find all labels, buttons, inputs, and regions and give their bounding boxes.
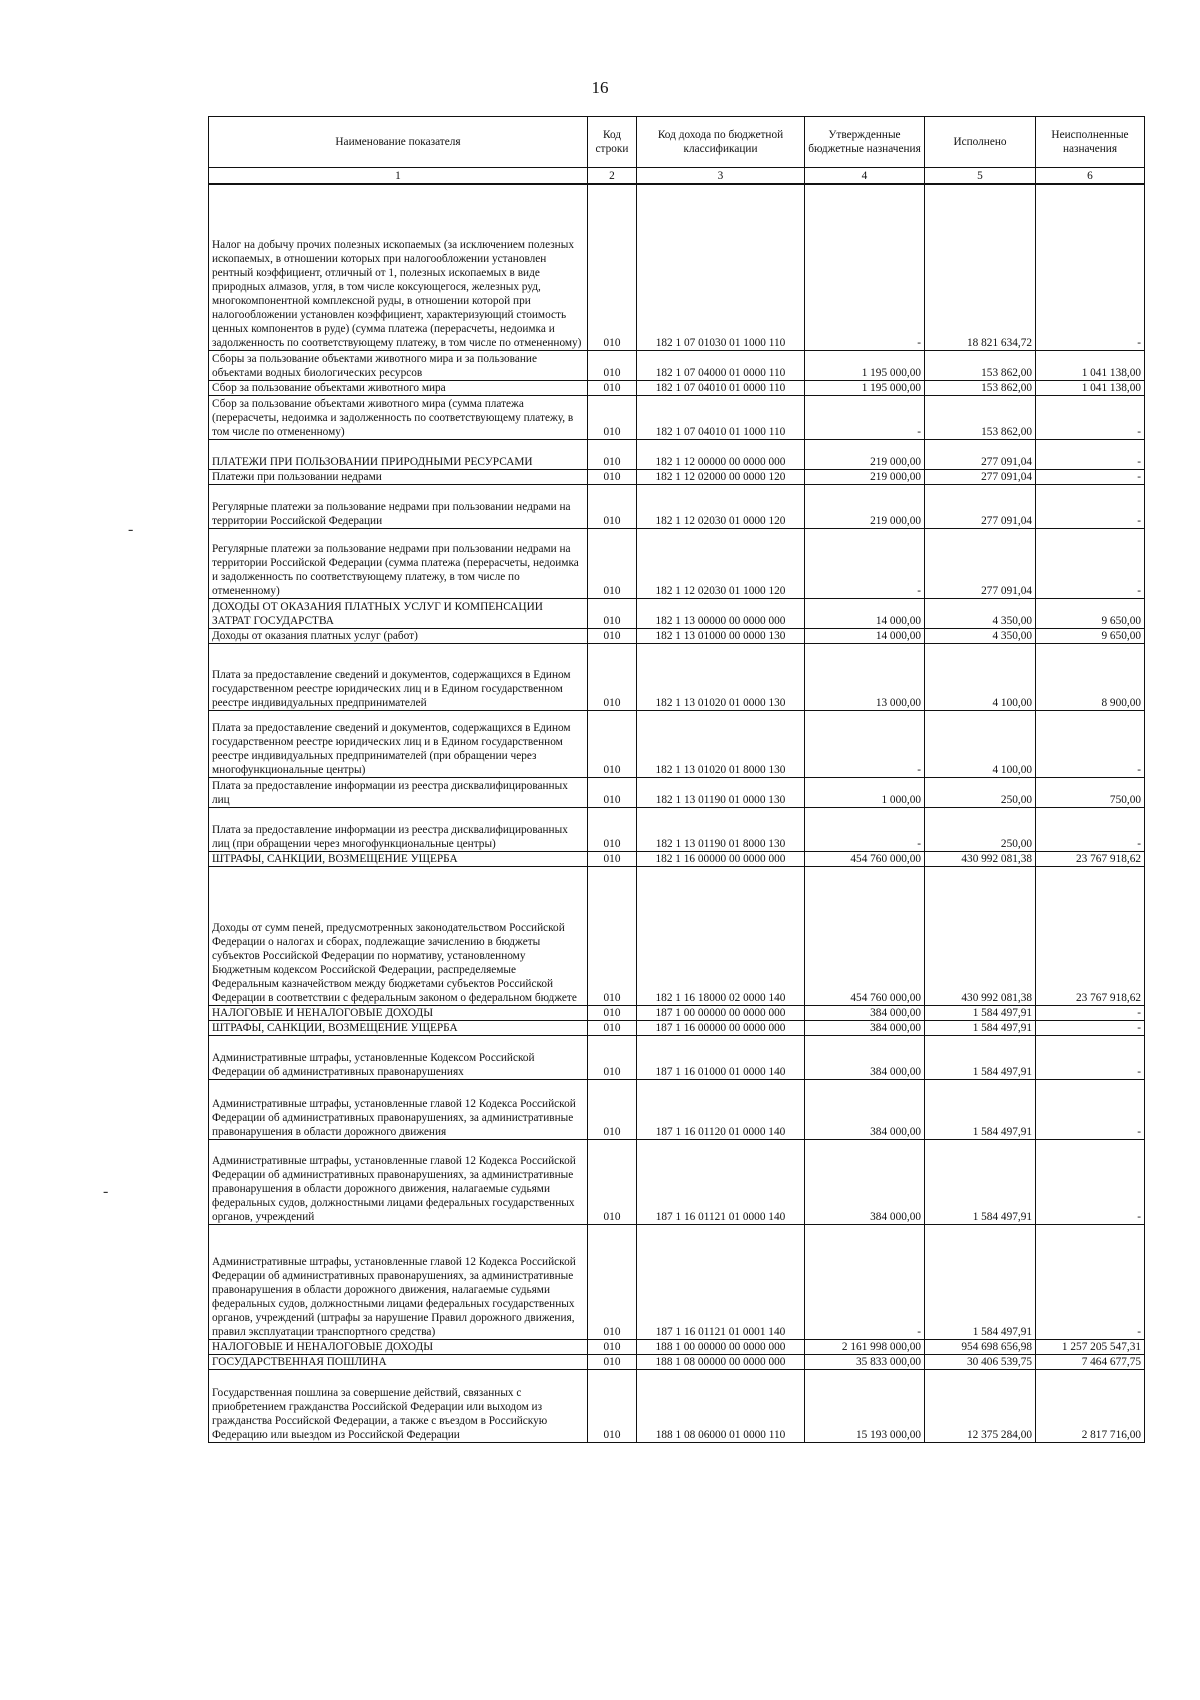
- row-approved-cell: 454 760 000,00: [805, 866, 925, 1005]
- row-name-cell: Сборы за пользование объектами животного мира и за пользование объектами водных биологических ресурсов: [209, 350, 588, 380]
- row-name-cell: НАЛОГОВЫЕ И НЕНАЛОГОВЫЕ ДОХОДЫ: [209, 1005, 588, 1020]
- row-name-cell: Налог на добычу прочих полезных ископаемых (за исключением полезных ископаемых, в отношении которых при налогообложении установлен рентный коэффициент, отличный от 1, полезных ископаемых в виде природных алмазов, угля, в том числе коксующегося, железных руд, многокомпонентной комплексной руды, в отношении которой при налогообложении установлен коэффициент, характеризующий стоимость ценных компонентов в руде) (сумма платежа (перерасчеты, недоимка и задолженность по соответствующему платежу, в том числе по отмененному): [209, 184, 588, 350]
- column-number-row: [209, 168, 1145, 185]
- row-kbk-cell: 182 1 13 00000 00 0000 000: [637, 598, 805, 628]
- row-executed-cell: 1 584 497,91: [925, 1005, 1036, 1020]
- row-code-cell: 010: [588, 851, 637, 866]
- row-unexecuted-cell: -: [1036, 1139, 1145, 1224]
- row-name-cell: Административные штрафы, установленные главой 12 Кодекса Российской Федерации об административных правонарушениях, за административные правонарушения в области дорожного движения: [209, 1079, 588, 1139]
- row-executed-cell: 12 375 284,00: [925, 1369, 1036, 1442]
- row-kbk-cell: 182 1 12 02030 01 0000 120: [637, 484, 805, 528]
- row-approved-cell: 1 195 000,00: [805, 350, 925, 380]
- row-name-cell: Плата за предоставление сведений и документов, содержащихся в Едином государственном реестре юридических лиц и в Едином государственном реестре индивидуальных предпринимателей: [209, 643, 588, 710]
- row-executed-cell: 954 698 656,98: [925, 1339, 1036, 1354]
- row-code-cell: 010: [588, 469, 637, 484]
- table-row: [209, 1035, 1145, 1079]
- table-row: [209, 851, 1145, 866]
- row-name-cell: Доходы от оказания платных услуг (работ): [209, 628, 588, 643]
- row-approved-cell: -: [805, 710, 925, 777]
- row-approved-cell: 14 000,00: [805, 628, 925, 643]
- table-row: [209, 807, 1145, 851]
- row-executed-cell: 1 584 497,91: [925, 1020, 1036, 1035]
- row-unexecuted-cell: -: [1036, 1005, 1145, 1020]
- row-code-cell: 010: [588, 184, 637, 350]
- row-kbk-cell: 182 1 12 02000 00 0000 120: [637, 469, 805, 484]
- revenue-table: [208, 116, 1145, 1443]
- table-row: [209, 628, 1145, 643]
- row-name-cell: Административные штрафы, установленные главой 12 Кодекса Российской Федерации об административных правонарушениях, за административные правонарушения в области дорожного движения, налагаемые судьями федеральных судов, должностными лицами федеральных государственных органов, учреждений (штрафы за нарушение Правил дорожного движения, правил эксплуатации транспортного средства): [209, 1224, 588, 1339]
- row-kbk-cell: 182 1 07 01030 01 1000 110: [637, 184, 805, 350]
- row-kbk-cell: 187 1 16 01000 01 0000 140: [637, 1035, 805, 1079]
- row-name-cell: Регулярные платежи за пользование недрами при пользовании недрами на территории Российской Федерации (сумма платежа (перерасчеты, недоимка и задолженность по соответствующему платежу, в том числе по отмененному): [209, 528, 588, 598]
- row-name-cell: Административные штрафы, установленные Кодексом Российской Федерации об административных правонарушениях: [209, 1035, 588, 1079]
- row-executed-cell: 277 091,04: [925, 439, 1036, 469]
- row-code-cell: 010: [588, 643, 637, 710]
- row-approved-cell: 14 000,00: [805, 598, 925, 628]
- row-unexecuted-cell: -: [1036, 439, 1145, 469]
- row-code-cell: 010: [588, 1369, 637, 1442]
- row-unexecuted-cell: -: [1036, 484, 1145, 528]
- row-code-cell: 010: [588, 395, 637, 439]
- table-header-row: [209, 117, 1145, 168]
- table-row: [209, 777, 1145, 807]
- row-name-cell: Плата за предоставление информации из реестра дисквалифицированных лиц (при обращении через многофункциональные центры): [209, 807, 588, 851]
- row-kbk-cell: 188 1 00 00000 00 0000 000: [637, 1339, 805, 1354]
- row-name-cell: Административные штрафы, установленные главой 12 Кодекса Российской Федерации об административных правонарушениях, за административные правонарушения в области дорожного движения, налагаемые судьями федеральных судов, должностными лицами федеральных государственных органов, учреждений: [209, 1139, 588, 1224]
- margin-mark: -: [128, 521, 134, 538]
- column-header: Исполнено: [925, 117, 1036, 168]
- table-row: [209, 1020, 1145, 1035]
- row-approved-cell: 13 000,00: [805, 643, 925, 710]
- row-approved-cell: -: [805, 807, 925, 851]
- row-unexecuted-cell: -: [1036, 528, 1145, 598]
- row-kbk-cell: 187 1 16 00000 00 0000 000: [637, 1020, 805, 1035]
- row-unexecuted-cell: 1 257 205 547,31: [1036, 1339, 1145, 1354]
- row-unexecuted-cell: 23 767 918,62: [1036, 851, 1145, 866]
- row-executed-cell: 1 584 497,91: [925, 1035, 1036, 1079]
- row-unexecuted-cell: -: [1036, 395, 1145, 439]
- row-code-cell: 010: [588, 1020, 637, 1035]
- row-approved-cell: 384 000,00: [805, 1035, 925, 1079]
- row-name-cell: ДОХОДЫ ОТ ОКАЗАНИЯ ПЛАТНЫХ УСЛУГ И КОМПЕНСАЦИИ ЗАТРАТ ГОСУДАРСТВА: [209, 598, 588, 628]
- row-executed-cell: 250,00: [925, 807, 1036, 851]
- row-approved-cell: 219 000,00: [805, 484, 925, 528]
- row-code-cell: 010: [588, 1224, 637, 1339]
- row-unexecuted-cell: -: [1036, 1035, 1145, 1079]
- row-kbk-cell: 182 1 12 02030 01 1000 120: [637, 528, 805, 598]
- row-kbk-cell: 182 1 13 01000 00 0000 130: [637, 628, 805, 643]
- row-executed-cell: 4 100,00: [925, 643, 1036, 710]
- row-unexecuted-cell: 9 650,00: [1036, 628, 1145, 643]
- row-kbk-cell: 188 1 08 00000 00 0000 000: [637, 1354, 805, 1369]
- table-row: [209, 598, 1145, 628]
- row-code-cell: 010: [588, 710, 637, 777]
- row-name-cell: Сбор за пользование объектами животного мира (сумма платежа (перерасчеты, недоимка и задолженность по соответствующему платежу, в том числе по отмененному): [209, 395, 588, 439]
- row-unexecuted-cell: 2 817 716,00: [1036, 1369, 1145, 1442]
- row-executed-cell: 430 992 081,38: [925, 866, 1036, 1005]
- column-header: Код строки: [588, 117, 637, 168]
- row-kbk-cell: 182 1 07 04010 01 0000 110: [637, 380, 805, 395]
- table-row: [209, 469, 1145, 484]
- table-row: [209, 866, 1145, 1005]
- row-unexecuted-cell: -: [1036, 807, 1145, 851]
- row-unexecuted-cell: 1 041 138,00: [1036, 380, 1145, 395]
- row-name-cell: Сбор за пользование объектами животного мира: [209, 380, 588, 395]
- row-approved-cell: 1 195 000,00: [805, 380, 925, 395]
- table-row: [209, 184, 1145, 350]
- row-code-cell: 010: [588, 1035, 637, 1079]
- table-row: [209, 528, 1145, 598]
- row-unexecuted-cell: -: [1036, 469, 1145, 484]
- row-code-cell: 010: [588, 866, 637, 1005]
- row-kbk-cell: 182 1 13 01190 01 0000 130: [637, 777, 805, 807]
- row-kbk-cell: 187 1 16 01121 01 0001 140: [637, 1224, 805, 1339]
- row-executed-cell: 153 862,00: [925, 395, 1036, 439]
- row-name-cell: ПЛАТЕЖИ ПРИ ПОЛЬЗОВАНИИ ПРИРОДНЫМИ РЕСУРСАМИ: [209, 439, 588, 469]
- row-kbk-cell: 187 1 16 01121 01 0000 140: [637, 1139, 805, 1224]
- table-row: [209, 1339, 1145, 1354]
- row-kbk-cell: 187 1 00 00000 00 0000 000: [637, 1005, 805, 1020]
- table-row: [209, 439, 1145, 469]
- row-approved-cell: 1 000,00: [805, 777, 925, 807]
- row-kbk-cell: 182 1 07 04010 01 1000 110: [637, 395, 805, 439]
- row-executed-cell: 277 091,04: [925, 484, 1036, 528]
- row-approved-cell: 2 161 998 000,00: [805, 1339, 925, 1354]
- table-row: [209, 380, 1145, 395]
- column-header: Утвержденные бюджетные назначения: [805, 117, 925, 168]
- row-approved-cell: -: [805, 184, 925, 350]
- row-approved-cell: 384 000,00: [805, 1005, 925, 1020]
- table-row: [209, 1369, 1145, 1442]
- row-executed-cell: 4 100,00: [925, 710, 1036, 777]
- row-kbk-cell: 187 1 16 01120 01 0000 140: [637, 1079, 805, 1139]
- row-approved-cell: 384 000,00: [805, 1139, 925, 1224]
- column-header: Наименование показателя: [209, 117, 588, 168]
- row-name-cell: Государственная пошлина за совершение действий, связанных с приобретением гражданства Российской Федерации или выходом из гражданства Российской Федерации, а также с въездом в Российскую Федерацию или выездом из Российской Федерации: [209, 1369, 588, 1442]
- row-name-cell: Плата за предоставление информации из реестра дисквалифицированных лиц: [209, 777, 588, 807]
- row-code-cell: 010: [588, 350, 637, 380]
- row-code-cell: 010: [588, 439, 637, 469]
- row-code-cell: 010: [588, 1139, 637, 1224]
- row-executed-cell: 4 350,00: [925, 598, 1036, 628]
- row-unexecuted-cell: -: [1036, 184, 1145, 350]
- row-approved-cell: 384 000,00: [805, 1020, 925, 1035]
- row-code-cell: 010: [588, 1079, 637, 1139]
- row-approved-cell: 219 000,00: [805, 469, 925, 484]
- row-name-cell: Доходы от сумм пеней, предусмотренных законодательством Российской Федерации о налогах и сборах, подлежащие зачислению в бюджеты субъектов Российской Федерации по нормативу, установленному Бюджетным кодексом Российской Федерации, распределяемые Федеральным казначейством между бюджетами субъектов Российской Федерации в соответствии с федеральным законом о федеральном бюджете: [209, 866, 588, 1005]
- row-code-cell: 010: [588, 598, 637, 628]
- row-name-cell: ШТРАФЫ, САНКЦИИ, ВОЗМЕЩЕНИЕ УЩЕРБА: [209, 1020, 588, 1035]
- table-row: [209, 350, 1145, 380]
- row-name-cell: Плата за предоставление сведений и документов, содержащихся в Едином государственном реестре юридических лиц и в Едином государственном реестре индивидуальных предпринимателей (при обращении через многофункциональные центры): [209, 710, 588, 777]
- row-unexecuted-cell: -: [1036, 710, 1145, 777]
- row-executed-cell: 153 862,00: [925, 350, 1036, 380]
- row-approved-cell: 15 193 000,00: [805, 1369, 925, 1442]
- table-row: [209, 710, 1145, 777]
- table-row: [209, 1224, 1145, 1339]
- table-row: [209, 643, 1145, 710]
- row-executed-cell: 277 091,04: [925, 469, 1036, 484]
- row-unexecuted-cell: -: [1036, 1224, 1145, 1339]
- margin-mark: -: [103, 1183, 109, 1200]
- row-code-cell: 010: [588, 484, 637, 528]
- row-kbk-cell: 182 1 07 04000 01 0000 110: [637, 350, 805, 380]
- row-name-cell: НАЛОГОВЫЕ И НЕНАЛОГОВЫЕ ДОХОДЫ: [209, 1339, 588, 1354]
- table-row: [209, 395, 1145, 439]
- row-unexecuted-cell: 8 900,00: [1036, 643, 1145, 710]
- row-approved-cell: -: [805, 1224, 925, 1339]
- table-row: [209, 1354, 1145, 1369]
- row-unexecuted-cell: -: [1036, 1079, 1145, 1139]
- table-row: [209, 1005, 1145, 1020]
- row-executed-cell: 30 406 539,75: [925, 1354, 1036, 1369]
- row-executed-cell: 4 350,00: [925, 628, 1036, 643]
- column-number: 4: [805, 168, 925, 185]
- row-name-cell: Платежи при пользовании недрами: [209, 469, 588, 484]
- row-code-cell: 010: [588, 380, 637, 395]
- row-executed-cell: 277 091,04: [925, 528, 1036, 598]
- table-row: [209, 484, 1145, 528]
- row-kbk-cell: 182 1 13 01190 01 8000 130: [637, 807, 805, 851]
- row-kbk-cell: 188 1 08 06000 01 0000 110: [637, 1369, 805, 1442]
- column-number: 2: [588, 168, 637, 185]
- table-body: [209, 184, 1145, 1442]
- row-code-cell: 010: [588, 777, 637, 807]
- column-header: Код дохода по бюджетной классификации: [637, 117, 805, 168]
- row-executed-cell: 1 584 497,91: [925, 1079, 1036, 1139]
- row-executed-cell: 1 584 497,91: [925, 1139, 1036, 1224]
- column-number: 6: [1036, 168, 1145, 185]
- row-kbk-cell: 182 1 12 00000 00 0000 000: [637, 439, 805, 469]
- column-number: 3: [637, 168, 805, 185]
- row-approved-cell: 35 833 000,00: [805, 1354, 925, 1369]
- row-executed-cell: 18 821 634,72: [925, 184, 1036, 350]
- table-row: [209, 1139, 1145, 1224]
- page-number: 16: [591, 78, 609, 97]
- row-approved-cell: -: [805, 395, 925, 439]
- row-unexecuted-cell: 23 767 918,62: [1036, 866, 1145, 1005]
- row-executed-cell: 153 862,00: [925, 380, 1036, 395]
- row-code-cell: 010: [588, 628, 637, 643]
- row-kbk-cell: 182 1 16 18000 02 0000 140: [637, 866, 805, 1005]
- row-executed-cell: 1 584 497,91: [925, 1224, 1036, 1339]
- row-code-cell: 010: [588, 1354, 637, 1369]
- column-number: 1: [209, 168, 588, 185]
- column-header: Неисполненные назначения: [1036, 117, 1145, 168]
- row-unexecuted-cell: -: [1036, 1020, 1145, 1035]
- row-kbk-cell: 182 1 13 01020 01 0000 130: [637, 643, 805, 710]
- row-unexecuted-cell: 1 041 138,00: [1036, 350, 1145, 380]
- row-code-cell: 010: [588, 1339, 637, 1354]
- row-name-cell: Регулярные платежи за пользование недрами при пользовании недрами на территории Российской Федерации: [209, 484, 588, 528]
- row-code-cell: 010: [588, 528, 637, 598]
- row-kbk-cell: 182 1 13 01020 01 8000 130: [637, 710, 805, 777]
- row-unexecuted-cell: 9 650,00: [1036, 598, 1145, 628]
- row-executed-cell: 250,00: [925, 777, 1036, 807]
- column-number: 5: [925, 168, 1036, 185]
- row-code-cell: 010: [588, 807, 637, 851]
- row-approved-cell: 219 000,00: [805, 439, 925, 469]
- row-approved-cell: 384 000,00: [805, 1079, 925, 1139]
- row-unexecuted-cell: 7 464 677,75: [1036, 1354, 1145, 1369]
- row-approved-cell: 454 760 000,00: [805, 851, 925, 866]
- row-name-cell: ШТРАФЫ, САНКЦИИ, ВОЗМЕЩЕНИЕ УЩЕРБА: [209, 851, 588, 866]
- row-name-cell: ГОСУДАРСТВЕННАЯ ПОШЛИНА: [209, 1354, 588, 1369]
- table-row: [209, 1079, 1145, 1139]
- row-unexecuted-cell: 750,00: [1036, 777, 1145, 807]
- row-code-cell: 010: [588, 1005, 637, 1020]
- row-kbk-cell: 182 1 16 00000 00 0000 000: [637, 851, 805, 866]
- row-approved-cell: -: [805, 528, 925, 598]
- row-executed-cell: 430 992 081,38: [925, 851, 1036, 866]
